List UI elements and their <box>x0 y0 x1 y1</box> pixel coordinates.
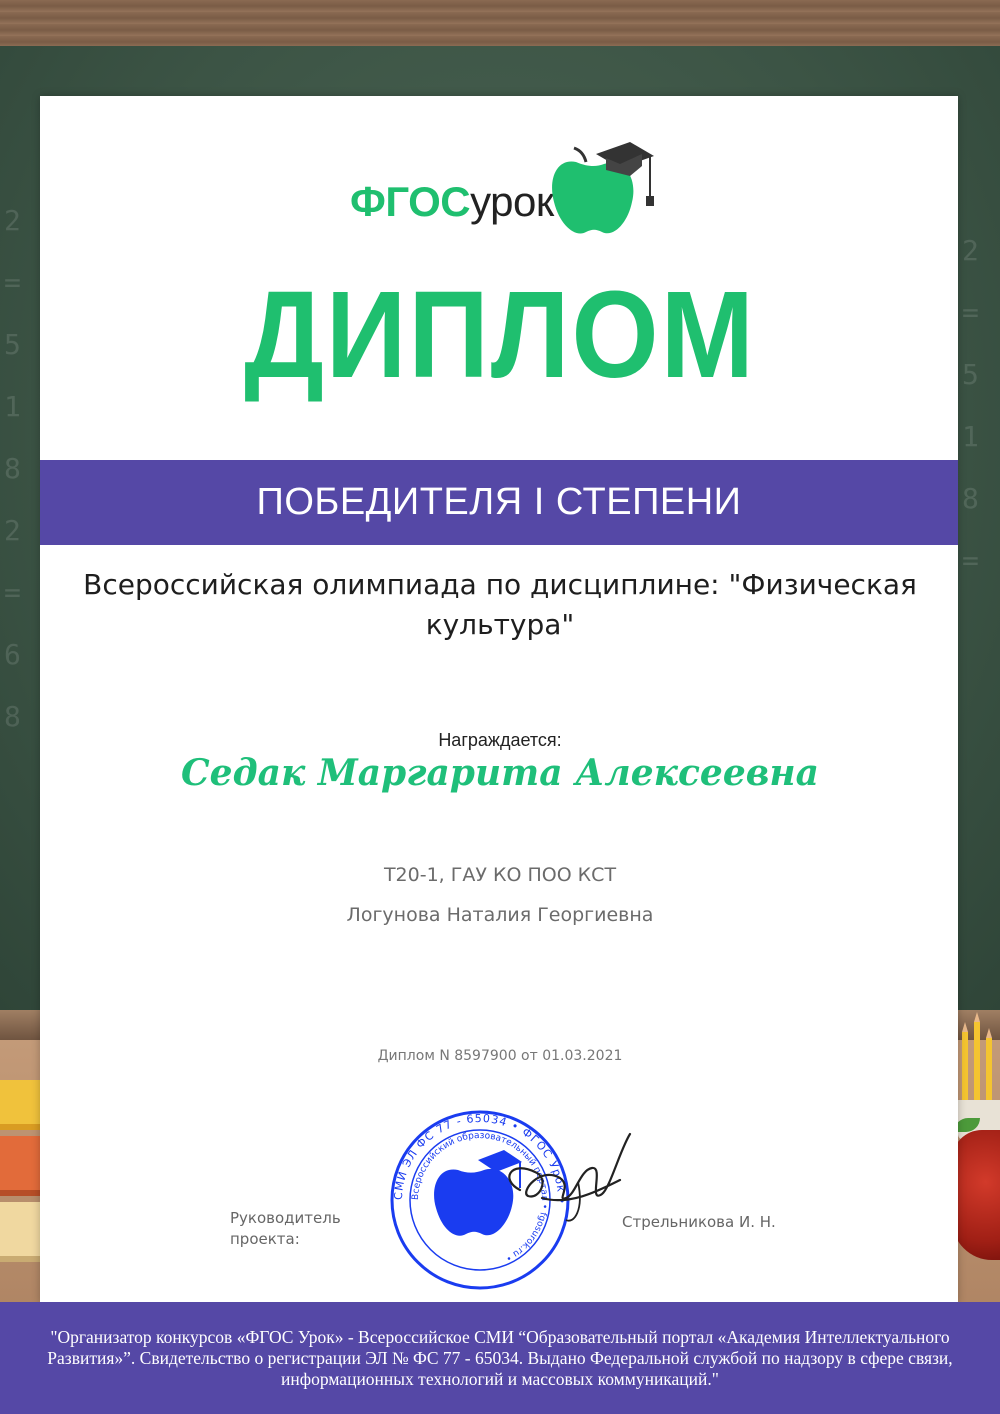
chalk-scribbles-left: 2 = 5 1 8 2 = 6 8 <box>4 204 21 733</box>
teacher-name: Логунова Наталия Георгиевна <box>346 904 654 926</box>
signature-icon <box>480 1120 640 1230</box>
recipient-name: Седак Маргарита Алексеевна <box>181 752 819 794</box>
apple-graduation-cap-icon <box>546 140 656 240</box>
degree-text: ПОБЕДИТЕЛЯ I СТЕПЕНИ <box>256 481 742 523</box>
project-leader-name: Стрельникова И. Н. <box>622 1213 776 1231</box>
red-apple-icon <box>952 1130 1000 1260</box>
logo-brand-strong: ФГОС <box>350 178 471 225</box>
fgos-urok-logo <box>350 140 650 250</box>
awarded-label: Награждается: <box>438 730 562 750</box>
wood-frame-top <box>0 0 1000 46</box>
chalk-scribbles-right: 2 = 5 1 8 = <box>962 234 979 577</box>
footer-organizer-text: "Организатор конкурсов «ФГОС Урок» - Всероссийское СМИ “Образовательный портал «Академия Интеллектуального Развития»”. Свидетельство о регистрации ЭЛ № ФС 77 - 65034. Выдано Федеральной службой по надзору в сфере связи, информационных технологий и массовых коммуникаций." <box>47 1326 953 1389</box>
group-institution: Т20-1, ГАУ КО ПОО КСТ <box>383 864 617 886</box>
project-leader-label: Руководитель проекта: <box>230 1209 341 1248</box>
diploma-title: ДИПЛОМ <box>244 265 756 404</box>
books-stack-icon <box>0 1070 40 1270</box>
logo-wordmark <box>350 178 554 226</box>
discipline-text: Всероссийская олимпиада по дисциплине: "Физическая культура" <box>83 568 917 641</box>
footer-band <box>0 1302 1000 1414</box>
stamp-inner-text: Всероссийский образовательный портал • fgosurok.ru • <box>410 1130 550 1264</box>
logo-brand-rest: урок <box>470 178 554 225</box>
degree-band <box>40 460 958 545</box>
diploma-number: Диплом N 8597900 от 01.03.2021 <box>377 1048 623 1064</box>
stamp-outer-text: СМИ ЭЛ ФС 77 - 65034 • ФГОС Урок • <box>391 1111 569 1206</box>
